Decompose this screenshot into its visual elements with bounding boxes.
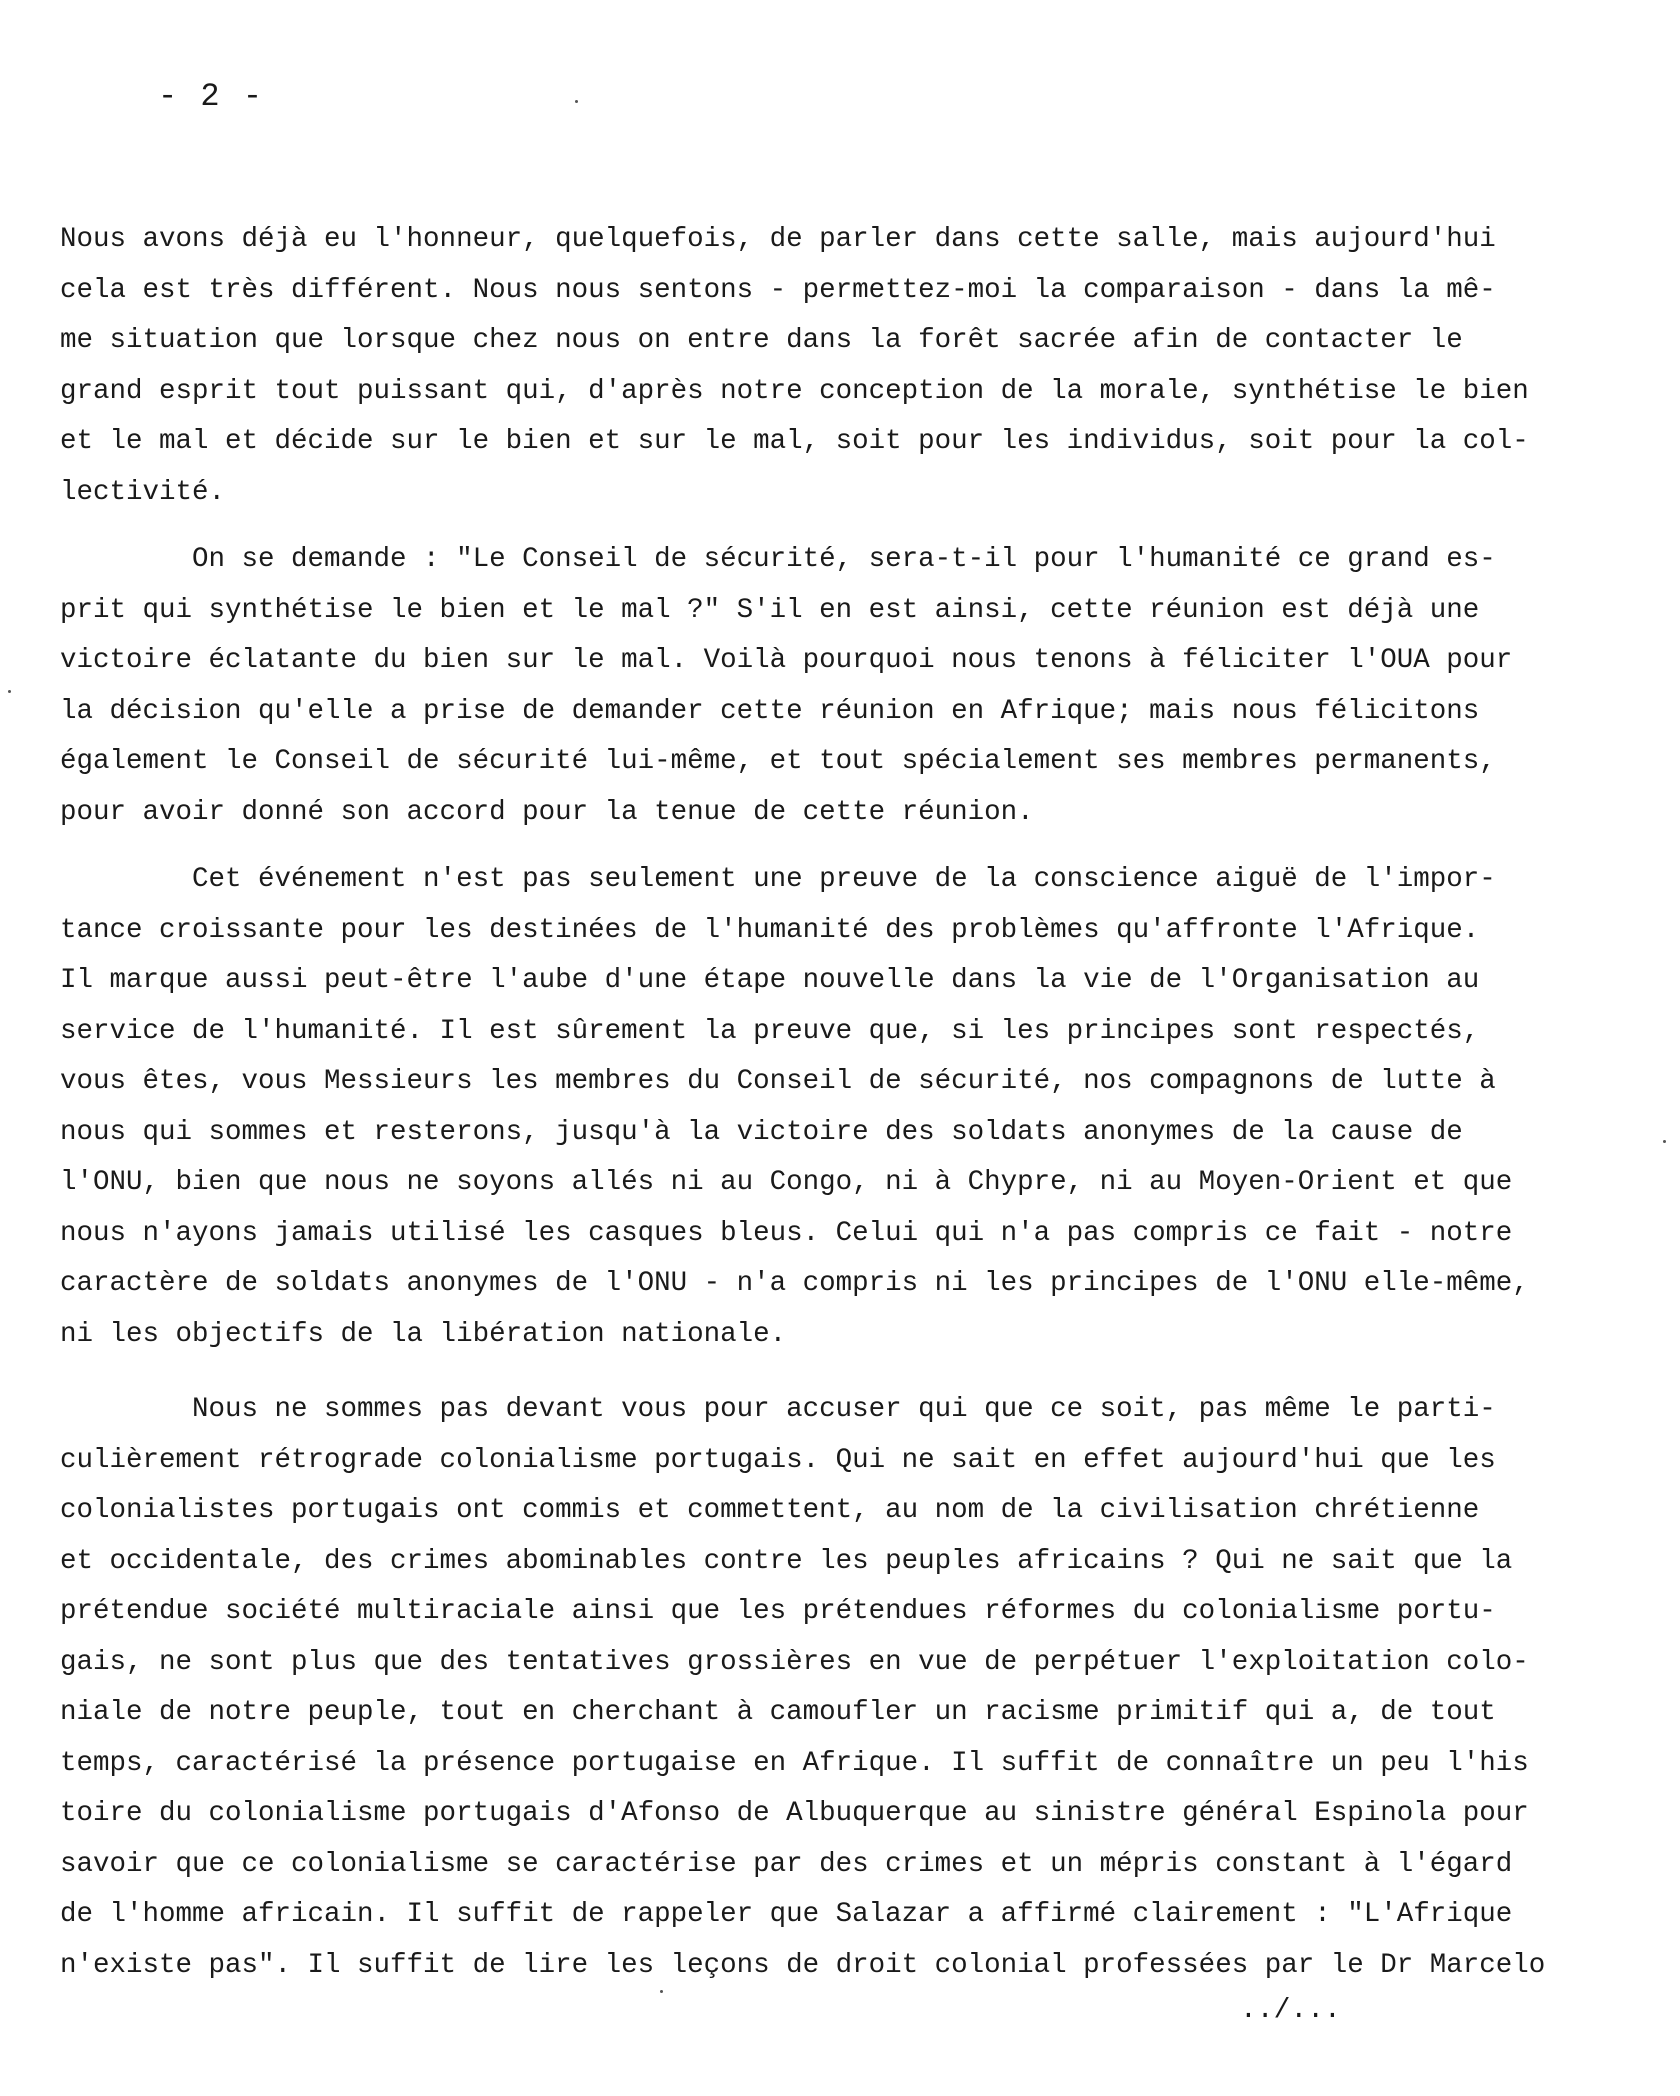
text-line: nous qui sommes et resterons, jusqu'à la victoire des soldats anonymes de la cause de xyxy=(60,1117,1463,1148)
text-line: culièrement rétrograde colonialisme portugais. Qui ne sait en effet aujourd'hui que les xyxy=(60,1445,1496,1476)
text-line: grand esprit tout puissant qui, d'après notre conception de la morale, synthétise le bien xyxy=(60,376,1529,407)
text-line: On se demande : "Le Conseil de sécurité, sera-t-il pour l'humanité ce grand es- xyxy=(60,544,1496,575)
text-line: victoire éclatante du bien sur le mal. Voilà pourquoi nous tenons à féliciter l'OUA pour xyxy=(60,645,1513,676)
text-line: service de l'humanité. Il est sûrement la preuve que, si les principes sont respectés, xyxy=(60,1016,1480,1047)
text-line: ni les objectifs de la libération nationale. xyxy=(60,1319,787,1350)
text-line: savoir que ce colonialisme se caractérise par des crimes et un mépris constant à l'égard xyxy=(60,1849,1513,1880)
continuation-mark: ../... xyxy=(1240,1995,1341,2026)
text-line: n'existe pas". Il suffit de lire les leçons de droit colonial professées par le Dr Marcelo xyxy=(60,1950,1546,1981)
scan-speck xyxy=(575,100,578,103)
text-line: me situation que lorsque chez nous on entre dans la forêt sacrée afin de contacter le xyxy=(60,325,1463,356)
text-line: vous êtes, vous Messieurs les membres du Conseil de sécurité, nos compagnons de lutte à xyxy=(60,1066,1496,1097)
text-line: et le mal et décide sur le bien et sur le mal, soit pour les individus, soit pour la col- xyxy=(60,426,1529,457)
text-line: toire du colonialisme portugais d'Afonso de Albuquerque au sinistre général Espinola pour xyxy=(60,1798,1529,1829)
text-line: prit qui synthétise le bien et le mal ?" S'il en est ainsi, cette réunion est déjà une xyxy=(60,595,1480,626)
scan-speck xyxy=(660,1990,663,1993)
scan-speck xyxy=(1663,1140,1666,1143)
text-line: Nous ne sommes pas devant vous pour accuser qui que ce soit, pas même le parti- xyxy=(60,1394,1496,1425)
text-line: pour avoir donné son accord pour la tenue de cette réunion. xyxy=(60,797,1034,828)
text-line: Cet événement n'est pas seulement une preuve de la conscience aiguë de l'impor- xyxy=(60,864,1496,895)
text-line: nous n'ayons jamais utilisé les casques bleus. Celui qui n'a pas compris ce fait - notre xyxy=(60,1218,1513,1249)
text-line: colonialistes portugais ont commis et commettent, au nom de la civilisation chrétienne xyxy=(60,1495,1480,1526)
text-line: prétendue société multiraciale ainsi que les prétendues réformes du colonialisme portu- xyxy=(60,1596,1496,1627)
text-line: Il marque aussi peut-être l'aube d'une étape nouvelle dans la vie de l'Organisation au xyxy=(60,965,1480,996)
text-line: l'ONU, bien que nous ne soyons allés ni au Congo, ni à Chypre, ni au Moyen-Orient et que xyxy=(60,1167,1513,1198)
text-line: niale de notre peuple, tout en cherchant à camoufler un racisme primitif qui a, de tout xyxy=(60,1697,1496,1728)
text-line: lectivité. xyxy=(60,477,226,508)
text-line: de l'homme africain. Il suffit de rappeler que Salazar a affirmé clairement : "L'Afrique xyxy=(60,1899,1513,1930)
text-line: cela est très différent. Nous nous sentons - permettez-moi la comparaison - dans la mê- xyxy=(60,275,1496,306)
text-line: également le Conseil de sécurité lui-même, et tout spécialement ses membres permanents, xyxy=(60,746,1496,777)
scan-speck xyxy=(8,690,11,693)
text-line: temps, caractérisé la présence portugaise en Afrique. Il suffit de connaître un peu l'his xyxy=(60,1748,1529,1779)
text-line: Nous avons déjà eu l'honneur, quelquefois, de parler dans cette salle, mais aujourd'hui xyxy=(60,224,1496,255)
page-number: - 2 - xyxy=(158,78,265,115)
text-line: et occidentale, des crimes abominables contre les peuples africains ? Qui ne sait que la xyxy=(60,1546,1513,1577)
text-line: la décision qu'elle a prise de demander cette réunion en Afrique; mais nous félicitons xyxy=(60,696,1480,727)
text-line: gais, ne sont plus que des tentatives grossières en vue de perpétuer l'exploitation colo- xyxy=(60,1647,1529,1678)
text-line: tance croissante pour les destinées de l'humanité des problèmes qu'affronte l'Afrique. xyxy=(60,915,1480,946)
text-line: caractère de soldats anonymes de l'ONU - n'a compris ni les principes de l'ONU elle-même, xyxy=(60,1268,1529,1299)
